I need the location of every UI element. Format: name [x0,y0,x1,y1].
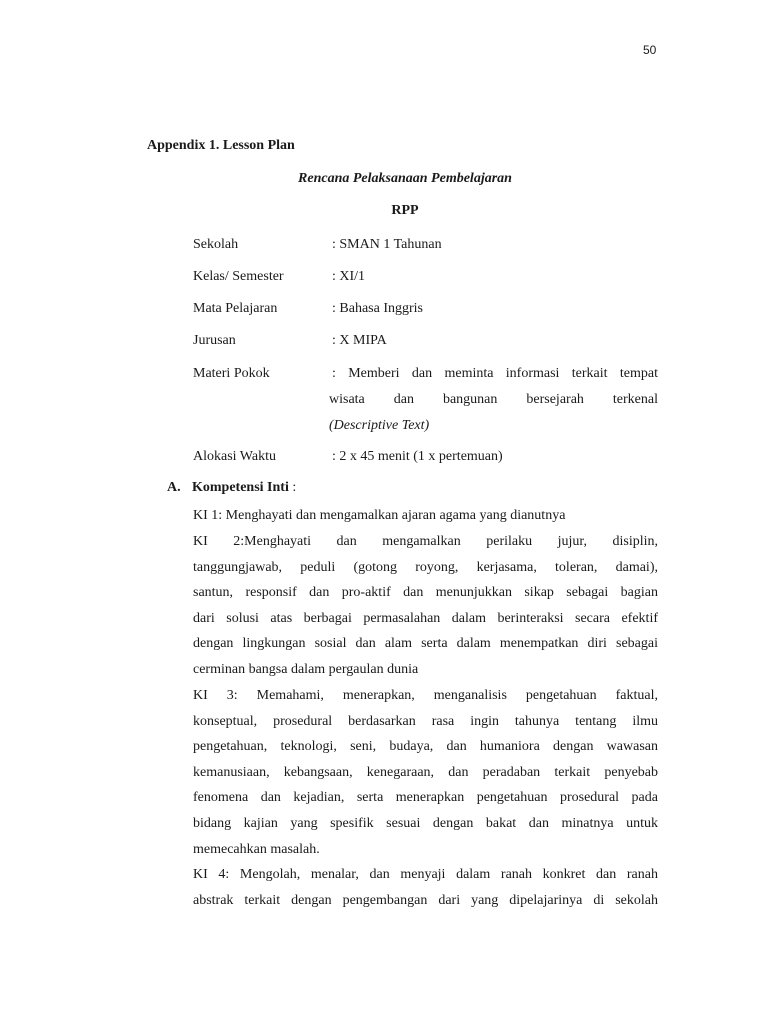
identity-value-line: wisata dan bangunan bersejarah terkenal [329,392,658,407]
identity-label: Materi Pokok [193,366,270,381]
paragraph-line: KI 2:Menghayati dan mengamalkan perilaku jujur, disiplin, [193,534,658,549]
identity-label: Kelas/ Semester [193,269,284,284]
paragraph-line: tanggungjawab, peduli (gotong royong, kerjasama, toleran, damai), [193,559,658,575]
identity-value-line: : Memberi dan meminta informasi terkait tempat [332,366,658,381]
paragraph-line: cerminan bangsa dalam pergaulan dunia [193,661,419,677]
identity-value: : XI/1 [332,269,366,284]
paragraph-line: pengetahuan, teknologi, seni, budaya, dan humaniora dengan wawasan [193,739,658,755]
identity-value: : Bahasa Inggris [332,301,423,316]
paragraph-line: bidang kajian yang spesifik sesuai dengan bakat dan minatnya untuk [193,815,658,831]
section-letter: A. [167,480,181,495]
section-title: Kompetensi Inti [192,480,289,495]
paragraph-line: dengan lingkungan sosial dan alam serta dalam menempatkan diri sebagai [193,636,658,652]
paragraph-line: abstrak terkait dengan pengembangan dari yang dipelajarinya di sekolah [193,892,658,908]
paragraph-line: KI 1: Menghayati dan mengamalkan ajaran agama yang dianutnya [193,508,566,523]
identity-value: : 2 x 45 menit (1 x pertemuan) [332,449,503,464]
document-subtitle: RPP [391,203,419,218]
paragraph-line: KI 3: Memahami, menerapkan, menganalisis pengetahuan faktual, [193,688,658,703]
identity-label: Jurusan [193,333,236,348]
paragraph-line: konseptual, prosedural berdasarkan rasa ingin tahunya tentang ilmu [193,713,658,729]
paragraph-line: santun, responsif dan pro-aktif dan menunjukkan sikap sebagai bagian [193,585,658,601]
identity-value: : SMAN 1 Tahunan [332,237,442,252]
document-title: Rencana Pelaksanaan Pembelajaran [298,171,512,186]
ki-1-paragraph [193,503,658,529]
paragraph-line: fenomena dan kejadian, serta menerapkan pengetahuan prosedural pada [193,790,658,806]
identity-label: Sekolah [193,237,239,252]
identity-value: : X MIPA [332,333,387,348]
section-heading [167,480,296,496]
section-title-suffix: : [288,480,297,495]
identity-label: Alokasi Waktu [193,449,276,464]
identity-label: Mata Pelajaran [193,301,278,316]
paragraph-line: KI 4: Mengolah, menalar, dan menyaji dalam ranah konkret dan ranah [193,867,658,882]
ki-3-paragraph [193,683,658,862]
paragraph-line: dari solusi atas berbagai permasalahan dalam berinteraksi secara efektif [193,610,658,626]
identity-value-multiline [329,361,658,439]
page-number: 50 [643,43,657,57]
appendix-title: Appendix 1. Lesson Plan [147,138,295,153]
identity-value-line: (Descriptive Text) [329,418,430,433]
ki-4-paragraph [193,862,658,913]
paragraph-line: kemanusiaan, kebangsaan, kenegaraan, dan peradaban terkait penyebab [193,764,658,780]
paragraph-line: memecahkan masalah. [193,841,320,857]
ki-2-paragraph [193,529,658,683]
